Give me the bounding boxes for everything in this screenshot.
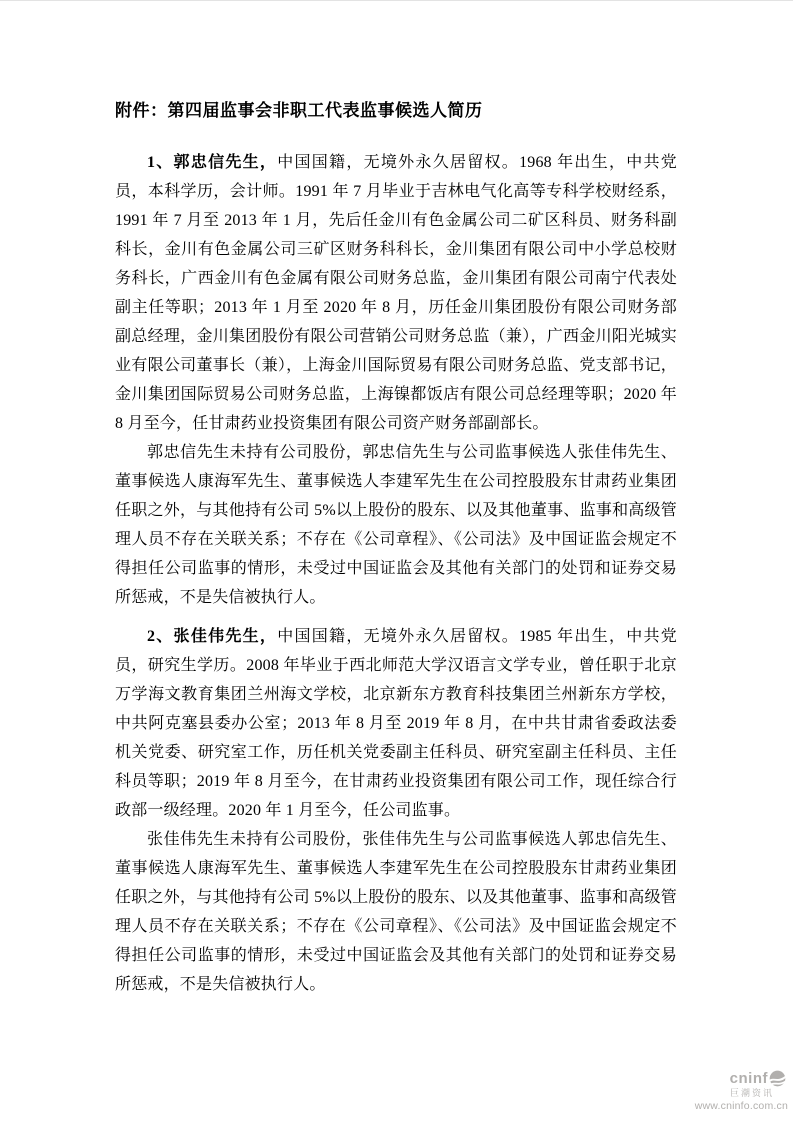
relationship-paragraph-zhangjiawei	[115, 825, 677, 999]
relationship-text-guozhongxin: 郭忠信先生未持有公司股份，郭忠信先生与公司监事候选人张佳伟先生、董事候选人康海军先生、董事候选人李建军先生在公司控股股东甘肃药业集团任职之外，与其他持有公司 5%以上股份的股东、以及其他董事、监事和高级管理人员不存在关联关系；不存在《公司章程》、《公司法》及中国证监会规定不得担任公司监事的情形，未受过中国证监会及其他有关部门的处罚和证券交易所惩戒，不是失信被执行人。	[115, 444, 677, 606]
document-body	[115, 98, 677, 999]
cninfo-url: www.cninfo.com.cn	[694, 1099, 788, 1112]
bio-text-zhangjiawei: 中国国籍，无境外永久居留权。1985 年出生，中共党员，研究生学历。2008 年毕业于西北师范大学汉语言文学专业，曾任职于北京万学海文教育集团兰州海文学校，北京新东方教育科技集团兰州新东方学校，中共阿克塞县委办公室；2013 年 8 月至 2019 年 8 月，在中共甘肃省委政法委机关党委、研究室工作，历任机关党委副主任科员、研究室副主任科员、主任科员等职；2019 年 8 月至今，在甘肃药业投资集团有限公司工作，现任综合行政部一级经理。2020 年 1 月至今，任公司监事。	[115, 628, 678, 819]
relationship-text-zhangjiawei: 张佳伟先生未持有公司股份，张佳伟先生与公司监事候选人郭忠信先生、董事候选人康海军先生、董事候选人李建军先生在公司控股股东甘肃药业集团任职之外，与其他持有公司 5%以上股份的股东、以及其他董事、监事和高级管理人员不存在关联关系；不存在《公司章程》、《公司法》及中国证监会规定不得担任公司监事的情形，未受过中国证监会及其他有关部门的处罚和证券交易所惩戒，不是失信被执行人。	[115, 831, 677, 993]
cninfo-swirl-icon	[769, 1070, 786, 1087]
bio-paragraph-zhangjiawei	[115, 622, 677, 825]
cninfo-watermark	[695, 1070, 788, 1112]
cninfo-logo	[695, 1070, 786, 1087]
cninfo-brand-cn: 巨潮资讯	[729, 1087, 774, 1098]
bio-text-guozhongxin: 中国国籍，无境外永久居留权。1968 年出生，中共党员，本科学历，会计师。1991 年 7 月毕业于吉林电气化高等专科学校财经系，1991 年 7 月至 2013 年 1 月，先后任金川有色金属公司二矿区科员、财务科副科长，金川有色金属公司三矿区财务科科长，金川集团有限公司中小学总校财务科长，广西金川有色金属有限公司财务总监，金川集团有限公司南宁代表处副主任等职；2013 年 1 月至 2020 年 8 月，历任金川集团股份有限公司财务部副总经理，金川集团股份有限公司营销公司财务总监（兼），广西金川阳光城实业有限公司董事长（兼），上海金川国际贸易有限公司财务总监、党支部书记，金川集团国际贸易公司财务总监，上海镍都饭店有限公司总经理等职；2020 年 8 月至今，任甘肃药业投资集团有限公司资产财务部副部长。	[115, 154, 678, 432]
bio-paragraph-guozhongxin	[115, 148, 677, 438]
candidate-name-lead-zhangjiawei: 2、张佳伟先生，	[147, 628, 278, 645]
attachment-title: 附件：第四届监事会非职工代表监事候选人简历	[115, 101, 483, 120]
candidate-name-lead-guozhongxin: 1、郭忠信先生，	[147, 154, 278, 171]
cninfo-logo-text: cninf	[729, 1069, 768, 1087]
relationship-paragraph-guozhongxin	[115, 438, 677, 612]
